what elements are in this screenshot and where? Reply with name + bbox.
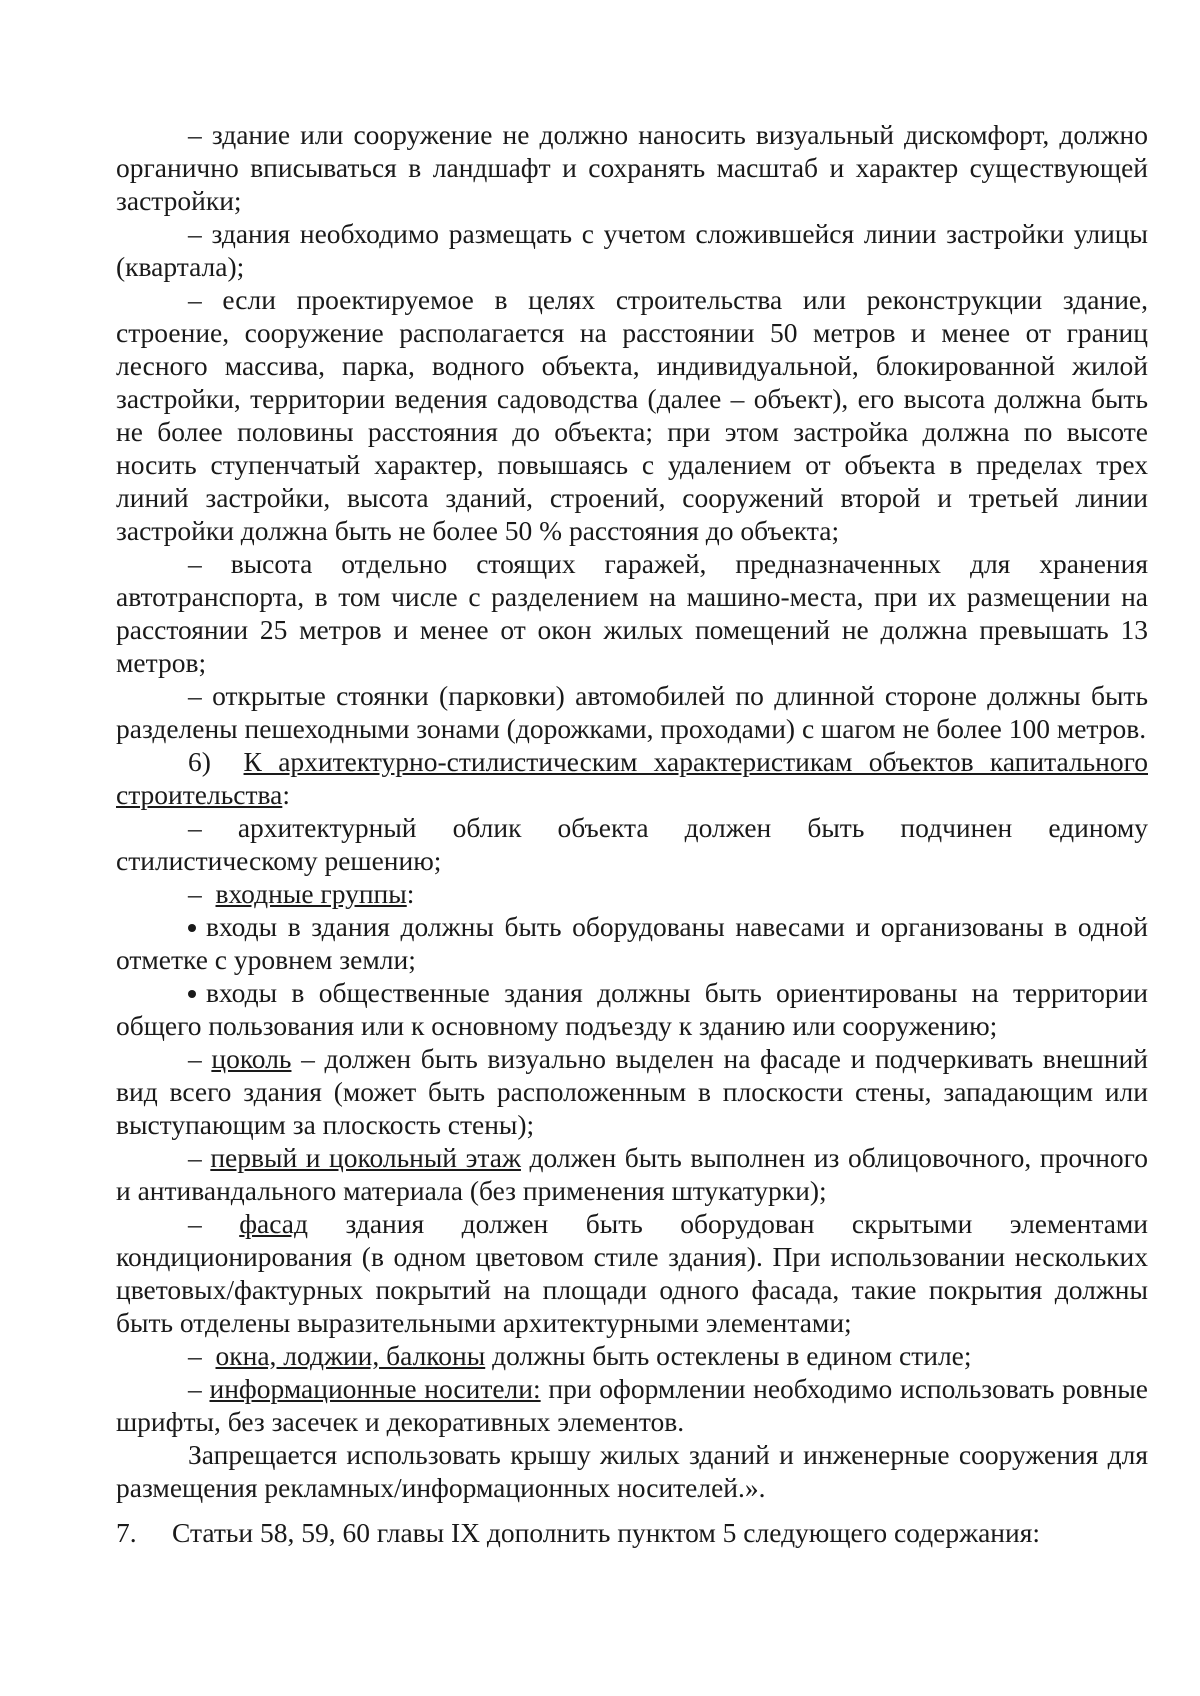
entrance-groups-term: входные группы bbox=[215, 878, 407, 909]
bullet-icon bbox=[188, 924, 196, 932]
section-number: 6) bbox=[188, 746, 211, 777]
paragraph-height-limit: – если проектируемое в целях строительства или реконструкции здание, строение, сооружение располагается на расстоянии 50 метров и менее от границ лесного массива, парка, водного объекта, индивидуальной, блокированной жилой застройки, территории ведения садоводства (далее – объект), его высота должна быть не более половины расстояния до объекта; при этом застройка должна по высоте носить ступенчатый характер, повышаясь с удалением от объекта в пределах трех линий застройки, высота зданий, строений, сооружений второй и третьей линии застройки должна быть не более 50 % расстояния до объекта; bbox=[116, 284, 1148, 546]
bullet-text: входы в общественные здания должны быть ориентированы на территории общего пользования или к основному подъезду к зданию или сооружению; bbox=[116, 977, 1148, 1041]
paragraph-item-7 bbox=[116, 1516, 1148, 1549]
plinth-term: цоколь bbox=[211, 1043, 292, 1074]
dash: – bbox=[188, 1043, 202, 1074]
paragraph-section-6 bbox=[116, 745, 1148, 811]
bullet-icon bbox=[188, 990, 196, 998]
paragraph-architectural-look: – архитектурный облик объекта должен быть подчинен единому стилистическому решению; bbox=[116, 812, 1148, 876]
item-7-text: Статьи 58, 59, 60 главы IX дополнить пунктом 5 следующего содержания: bbox=[172, 1517, 1040, 1548]
document-page bbox=[116, 118, 1148, 1549]
facade-text: здания должен быть оборудован скрытыми элементами кондиционирования (в одном цветовом стиле здания). При использовании нескольких цветовых/фактурных покрытий на площади одного фасада, такие покрытия должны быть отделены выразительными архитектурными элементами; bbox=[116, 1208, 1149, 1338]
paragraph-building-line: – здания необходимо размещать с учетом сложившейся линии застройки улицы (квартала); bbox=[116, 218, 1148, 282]
paragraph-facade bbox=[116, 1207, 1148, 1339]
dash: – bbox=[188, 1142, 202, 1173]
entrance-groups-colon: : bbox=[406, 878, 415, 909]
paragraph-garages: – высота отдельно стоящих гаражей, предназначенных для хранения автотранспорта, в том числе с разделением на машино-места, при их размещении на расстоянии 25 метров и менее от окон жилых помещений не должна превышать 13 метров; bbox=[116, 548, 1148, 678]
windows-text: должны быть остеклены в едином стиле; bbox=[492, 1340, 972, 1371]
plinth-text: – должен быть визуально выделен на фасаде и подчеркивать внешний вид всего здания (может быть расположенным в плоскости стены, западающим или выступающим за плоскость стены); bbox=[116, 1043, 1149, 1140]
dash: – bbox=[188, 1208, 202, 1239]
paragraph-parking: – открытые стоянки (парковки) автомобилей по длинной стороне должны быть разделены пешеходными зонами (дорожками, проходами) с шагом не более 100 метров. bbox=[116, 680, 1148, 744]
dash: – bbox=[188, 1373, 202, 1404]
section-6-heading: К архитектурно-стилистическим характеристикам объектов капитального строительства bbox=[116, 746, 1148, 810]
ground-floor-term: первый и цокольный этаж bbox=[210, 1142, 521, 1173]
paragraph-roof-prohibition: Запрещается использовать крышу жилых зданий и инженерные сооружения для размещения рекламных/информационных носителей.». bbox=[116, 1439, 1148, 1503]
windows-term: окна, лоджии, балконы bbox=[215, 1340, 486, 1371]
facade-term: фасад bbox=[239, 1208, 308, 1239]
paragraph-bullet-orientation bbox=[116, 976, 1148, 1042]
paragraph-info-carriers bbox=[116, 1372, 1148, 1438]
dash: – bbox=[188, 878, 202, 909]
paragraph-windows bbox=[116, 1339, 1148, 1372]
paragraph-bullet-canopies bbox=[116, 910, 1148, 976]
paragraph-ground-floor bbox=[116, 1141, 1148, 1207]
bullet-text: входы в здания должны быть оборудованы навесами и организованы в одной отметке с уровнем земли; bbox=[116, 911, 1148, 975]
paragraph-plinth bbox=[116, 1042, 1148, 1141]
info-carriers-term: информационные носители: bbox=[209, 1373, 541, 1404]
paragraph-visual-comfort: – здание или сооружение не должно наносить визуальный дискомфорт, должно органично вписываться в ландшафт и сохранять масштаб и характер существующей застройки; bbox=[116, 119, 1148, 216]
item-number: 7. bbox=[116, 1517, 137, 1548]
section-6-colon: : bbox=[282, 779, 290, 810]
dash: – bbox=[188, 1340, 202, 1371]
paragraph-entrance-groups bbox=[116, 877, 1148, 910]
ground-floor-text: должен быть выполнен из облицовочного, прочного и антивандального материала (без применения штукатурки); bbox=[116, 1142, 1149, 1206]
info-carriers-text: при оформлении необходимо использовать ровные шрифты, без засечек и декоративных элементов. bbox=[116, 1373, 1149, 1437]
